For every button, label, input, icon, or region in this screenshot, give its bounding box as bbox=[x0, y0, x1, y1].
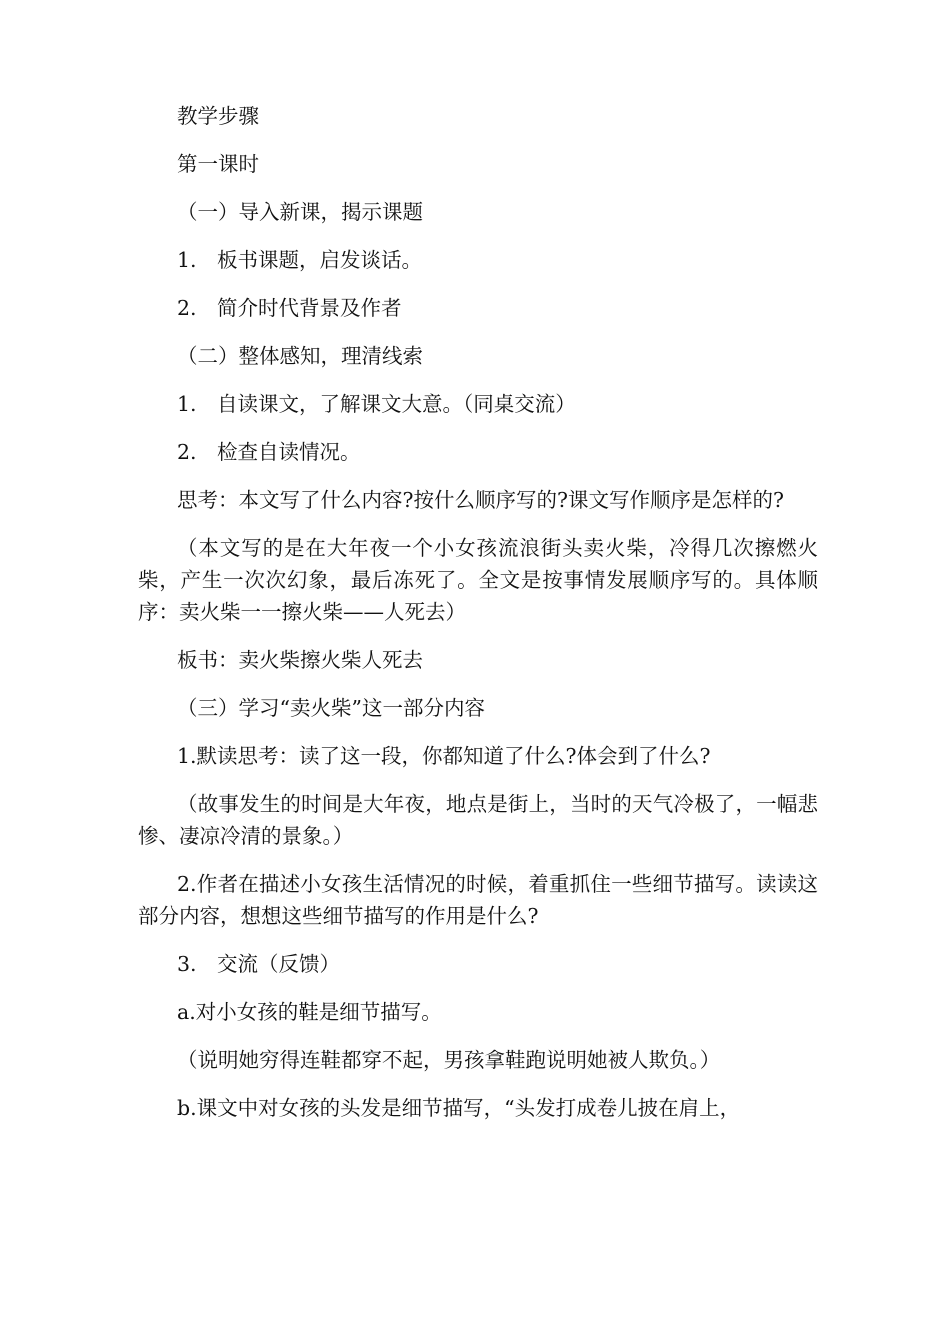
section-heading-3: （三）学习“卖火柴”这一部分内容 bbox=[177, 696, 485, 720]
list-item: 2. 简介时代背景及作者 bbox=[177, 296, 402, 320]
board-writing: 板书：卖火柴擦火柴人死去 bbox=[177, 648, 423, 672]
list-item: a.对小女孩的鞋是细节描写。 bbox=[177, 1000, 442, 1024]
section-heading-2: （二）整体感知，理清线索 bbox=[177, 344, 423, 368]
answer-paragraph: （说明她穷得连鞋都穿不起，男孩拿鞋跑说明她被人欺负。） bbox=[177, 1048, 721, 1072]
answer-paragraph: （故事发生的时间是大年夜，地点是街上，当时的天气冷极了，一幅悲惨、凄凉冷清的景象。） bbox=[138, 792, 818, 848]
heading-teaching-steps: 教学步骤 bbox=[177, 104, 259, 128]
document-body bbox=[138, 100, 818, 1140]
question-paragraph: 思考：本文写了什么内容?按什么顺序写的?课文写作顺序是怎样的? bbox=[177, 488, 784, 512]
section-heading-1: （一）导入新课，揭示课题 bbox=[177, 200, 423, 224]
list-item: b.课文中对女孩的头发是细节描写，“头发打成卷儿披在肩上， bbox=[177, 1096, 741, 1120]
list-item: 3. 交流（反馈） bbox=[177, 952, 341, 976]
list-item: 1. 自读课文，了解课文大意。（同桌交流） bbox=[177, 392, 576, 416]
heading-first-lesson: 第一课时 bbox=[177, 152, 259, 176]
question-paragraph: 1.默读思考：读了这一段，你都知道了什么?体会到了什么? bbox=[177, 744, 711, 768]
list-item: 2. 检查自读情况。 bbox=[177, 440, 361, 464]
list-item: 1. 板书课题，启发谈话。 bbox=[177, 248, 423, 272]
question-paragraph: 2.作者在描述小女孩生活情况的时候，着重抓住一些细节描写。读读这部分内容，想想这些细节描写的作用是什么? bbox=[138, 872, 818, 928]
answer-paragraph: （本文写的是在大年夜一个小女孩流浪街头卖火柴，冷得几次擦燃火柴，产生一次次幻象，最后冻死了。全文是按事情发展顺序写的。具体顺序：卖火柴一一擦火柴——人死去） bbox=[138, 536, 818, 624]
